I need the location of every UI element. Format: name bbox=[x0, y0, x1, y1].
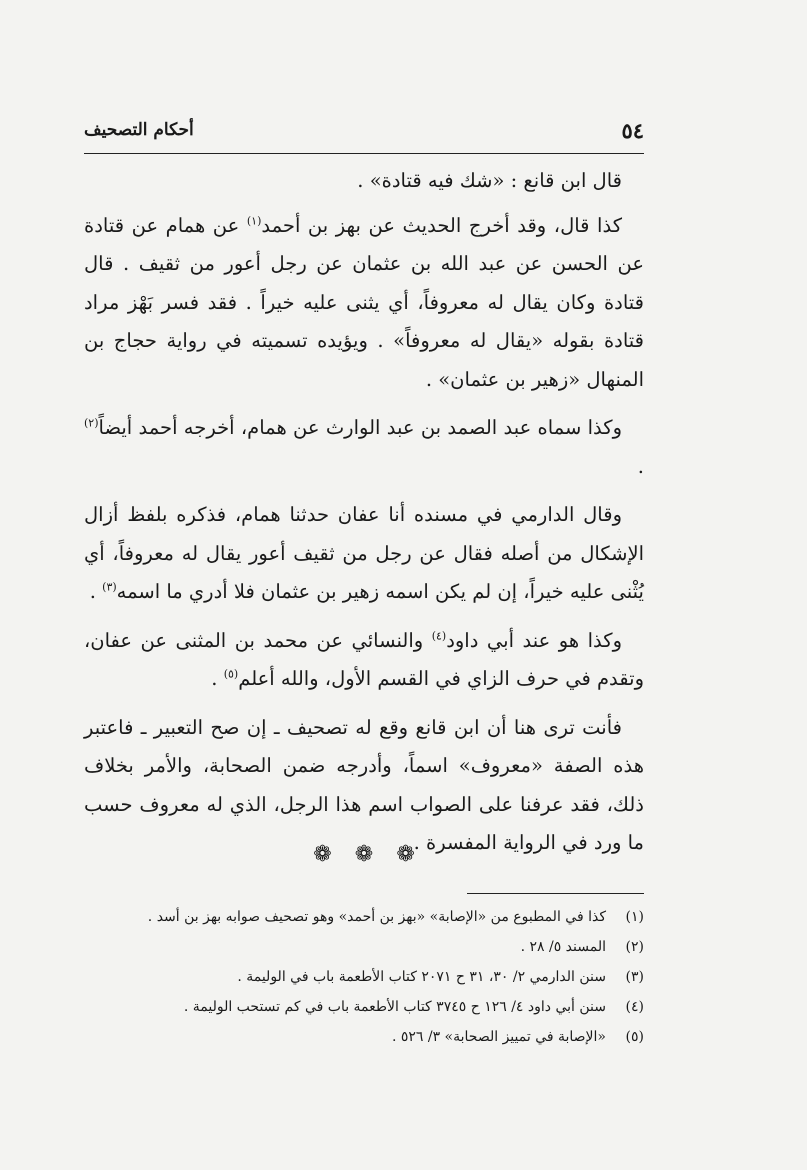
paragraph bbox=[84, 622, 644, 699]
paragraph-text: عن همام عن قتادة عن الحسن عن عبد الله بن عثمان عن رجل أعور من ثقيف . قال قتادة وكان يقال له معروفاً، أي يثنى عليه خيراً . فقد فسر بَهْز مراد قتادة بقوله «يقال له معروفاً» . ويؤيده تسميته في رواية حجاج بن المنهال «زهير بن عثمان» . bbox=[84, 213, 644, 391]
paragraph-text: . bbox=[89, 580, 103, 603]
paragraph-text: . bbox=[211, 667, 224, 690]
paragraph-text: والنسائي عن محمد بن المثنى عن عفان، وتقدم في حرف الزاي في القسم الأول، والله أعلم bbox=[84, 628, 644, 690]
footnote bbox=[84, 1022, 644, 1052]
paragraph bbox=[84, 496, 644, 612]
footnote-ref: (٣) bbox=[102, 580, 117, 594]
paragraph-text: قال ابن قانع : «شك فيه قتادة» . bbox=[357, 169, 622, 192]
paragraph bbox=[84, 207, 644, 400]
footnote-text: كذا في المطبوع من «الإصابة» «بهز بن أحمد» وهو تصحيف صوابه بهز بن أسد . bbox=[147, 909, 606, 925]
body-text bbox=[84, 162, 644, 873]
running-title: أحكام التصحيف bbox=[84, 120, 194, 140]
footnote bbox=[84, 962, 644, 992]
footnote-ref: (٢) bbox=[84, 416, 99, 430]
paragraph bbox=[84, 162, 644, 201]
footnote-number: (٥) bbox=[625, 1029, 644, 1045]
footnote-text: المسند ٥/ ٢٨ . bbox=[520, 939, 606, 955]
page-header bbox=[84, 118, 644, 152]
footnote-number: (٤) bbox=[625, 999, 644, 1015]
ornament-icon: ❁ bbox=[313, 842, 332, 867]
header-rule bbox=[84, 153, 644, 154]
ornament-icon: ❁ bbox=[354, 842, 374, 867]
ornament-icon: ❁ bbox=[396, 842, 415, 867]
paragraph bbox=[84, 409, 644, 486]
paragraph-text: وقال الدارمي في مسنده أنا عفان حدثنا همام، فذكره بلفظ أزال الإشكال من أصله فقال عن رجل من ثقيف أعور يقال له معروفاً، أي يُثْنى عليه خيراً، إن لم يكن اسمه زهير بن عثمان فلا أدري ما اسمه bbox=[84, 503, 644, 603]
footnote-number: (١) bbox=[625, 909, 644, 925]
paragraph-text: وكذا سماه عبد الصمد بن عبد الوارث عن همام، أخرجه أحمد أيضاً bbox=[98, 416, 622, 439]
footnote bbox=[84, 932, 644, 962]
section-ornament bbox=[84, 842, 644, 867]
paragraph-text: وكذا هو عند أبي داود bbox=[446, 628, 622, 652]
footnote-ref: (١) bbox=[246, 214, 262, 227]
paragraph bbox=[84, 709, 644, 863]
footnote-text: سنن أبي داود ٤/ ١٢٦ ح ٣٧٤٥ كتاب الأطعمة باب في كم تستحب الوليمة . bbox=[183, 999, 606, 1015]
footnote-text: «الإصابة في تمييز الصحابة» ٣/ ٥٢٦ . bbox=[391, 1029, 606, 1045]
footnote bbox=[84, 992, 644, 1022]
footnote-number: (٣) bbox=[625, 969, 644, 985]
footnote-text: سنن الدارمي ٢/ ٣٠، ٣١ ح ٢٠٧١ كتاب الأطعمة باب في الوليمة . bbox=[237, 969, 606, 985]
footnote-ref: (٥) bbox=[223, 667, 239, 681]
page-number: ٥٤ bbox=[621, 118, 644, 143]
footnote-rule bbox=[467, 893, 644, 894]
footnotes bbox=[84, 902, 644, 1052]
footnote-number: (٢) bbox=[625, 939, 644, 955]
footnote bbox=[84, 902, 644, 932]
paragraph-text: فأنت ترى هنا أن ابن قانع وقع له تصحيف ـ إن صح التعبير ـ فاعتبر هذه الصفة «معروف» اسماً، وأدرجه ضمن الصحابة، والأمر بخلاف ذلك، فقد عرفنا على الصواب اسم هذا الرجل، الذي له معروف حسب ما ورد في الرواية المفسرة . bbox=[84, 715, 644, 854]
paragraph-text: . bbox=[637, 454, 644, 478]
paragraph-text: كذا قال، وقد أخرج الحديث عن بهز بن أحمد bbox=[261, 213, 622, 237]
footnote-ref: (٤) bbox=[431, 629, 447, 642]
